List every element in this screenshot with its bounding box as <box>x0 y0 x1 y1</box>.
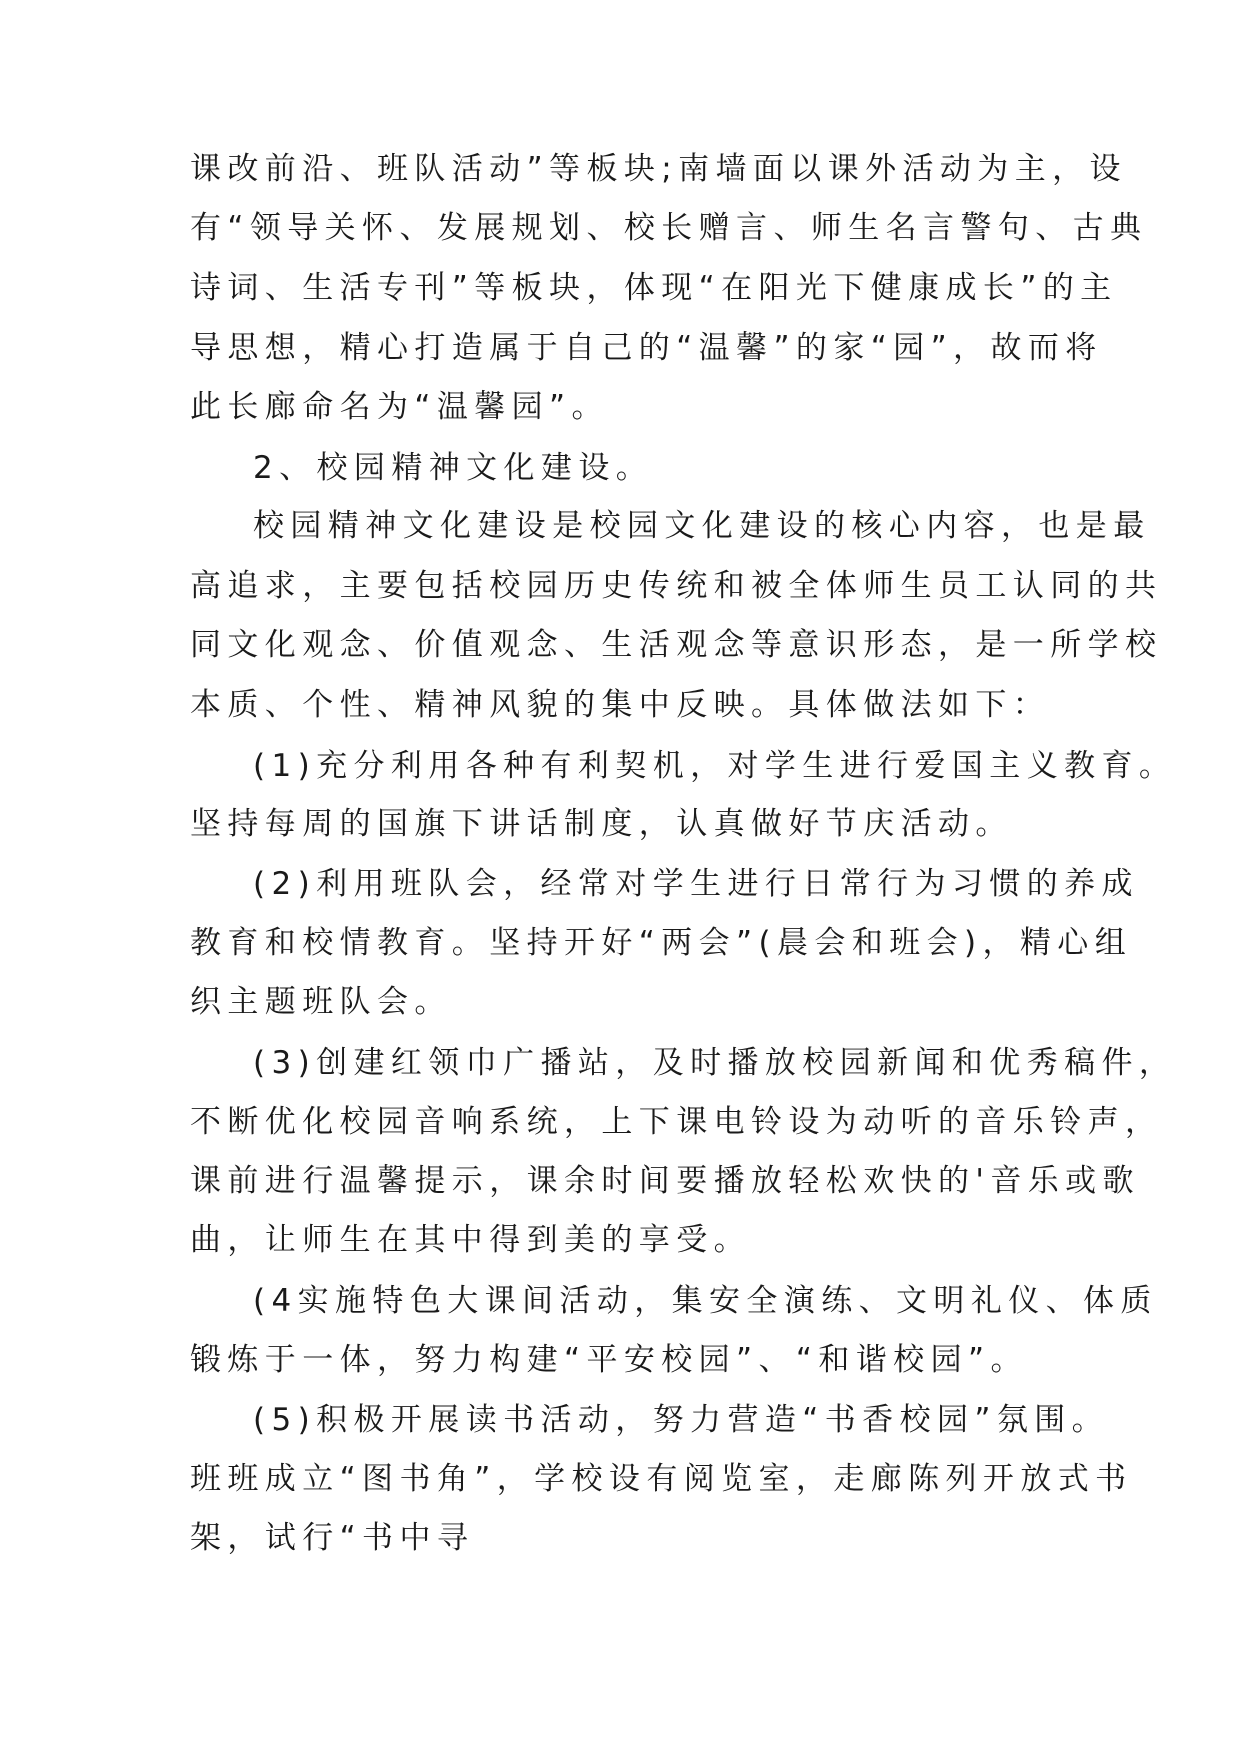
text-line: 织主题班队会。 <box>190 984 452 1020</box>
text-line: 高追求，主要包括校园历史传统和被全体师生员工认同的共 <box>190 568 1163 604</box>
text-line: 课前进行温馨提示，课余时间要播放轻松欢快的'音乐或歌 <box>190 1163 1140 1199</box>
section-heading: 2、校园精神文化建设。 <box>253 450 654 486</box>
list-item-3: (3)创建红领巾广播站，及时播放校园新闻和优秀稿件， <box>253 1045 1177 1081</box>
list-item-4: (4实施特色大课间活动，集安全演练、文明礼仪、体质 <box>253 1283 1158 1319</box>
text-line: 架，试行“书中寻 <box>190 1520 475 1556</box>
text-line: 曲，让师生在其中得到美的享受。 <box>190 1222 751 1258</box>
text-line: 坚持每周的国旗下讲话制度，认真做好节庆活动。 <box>190 806 1013 842</box>
text-line: 同文化观念、价值观念、生活观念等意识形态，是一所学校 <box>190 627 1163 663</box>
text-line: 课改前沿、班队活动”等板块;南墙面以课外活动为主，设 <box>190 151 1127 187</box>
list-item-2: (2)利用班队会，经常对学生进行日常行为习惯的养成 <box>253 866 1139 902</box>
list-item-5: (5)积极开展读书活动，努力营造“书香校园”氛围。 <box>253 1402 1110 1438</box>
text-line: 本质、个性、精神风貌的集中反映。具体做法如下： <box>190 687 1051 723</box>
text-line: 校园精神文化建设是校园文化建设的核心内容，也是最 <box>253 508 1151 544</box>
list-item-1: (1)充分利用各种有利契机，对学生进行爱国主义教育。 <box>253 748 1177 784</box>
text-line: 此长廊命名为“温馨园”。 <box>190 389 609 425</box>
text-line: 班班成立“图书角”，学校设有阅览室，走廊陈列开放式书 <box>190 1461 1133 1497</box>
text-line: 锻炼于一体，努力构建“平安校园”、“和谐校园”。 <box>190 1342 1028 1378</box>
text-line: 教育和校情教育。坚持开好“两会”(晨会和班会)，精心组 <box>190 925 1133 961</box>
text-line: 不断优化校园音响系统，上下课电铃设为动听的音乐铃声， <box>190 1104 1163 1140</box>
text-line: 有“领导关怀、发展规划、校长赠言、师生名言警句、古典 <box>190 210 1148 246</box>
text-line: 导思想，精心打造属于自己的“温馨”的家“园”，故而将 <box>190 330 1103 366</box>
text-line: 诗词、生活专刊”等板块，体现“在阳光下健康成长”的主 <box>190 270 1118 306</box>
